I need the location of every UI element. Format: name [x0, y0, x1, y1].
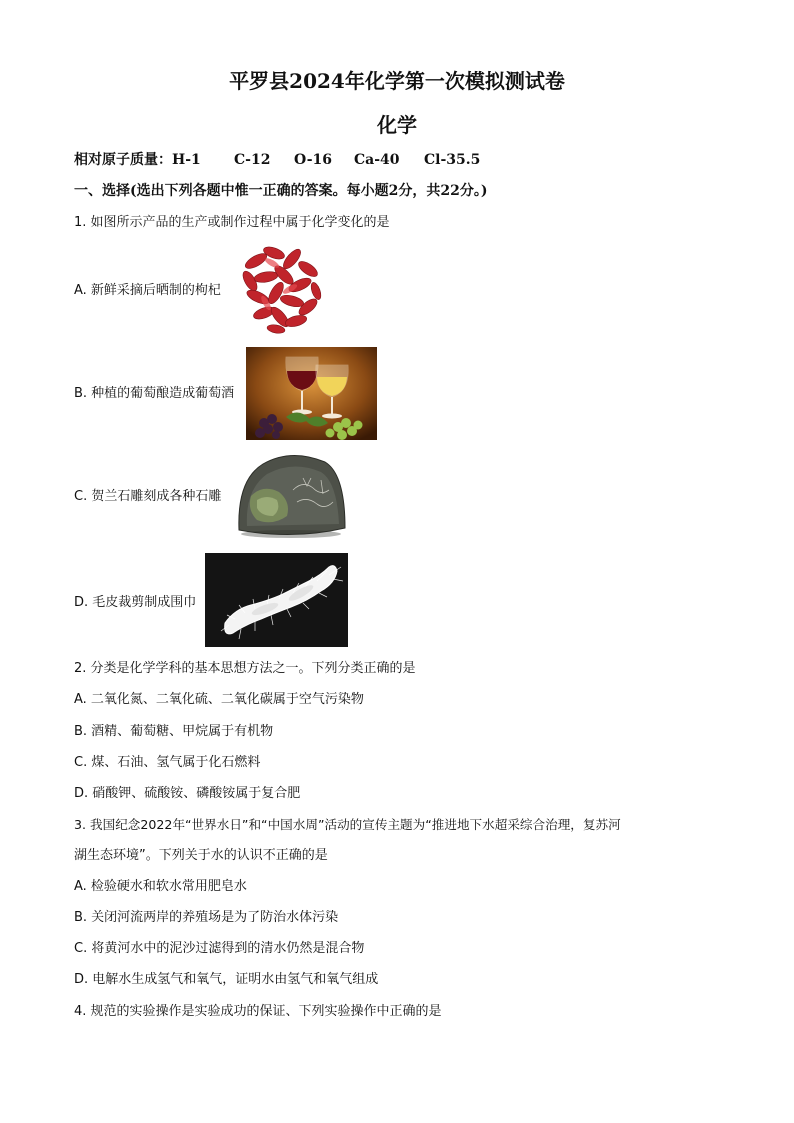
stone-carving-image: [233, 450, 349, 542]
q1-option-b: B. 种植的葡萄酿造成葡萄酒: [74, 386, 235, 401]
question-3-stem-line-2: 湖生态环境”。下列关于水的认识不正确的是: [74, 848, 328, 863]
exam-title: 平罗县2024年化学第一次模拟测试卷: [229, 69, 565, 93]
atomic-mass-item: O-16: [294, 152, 333, 168]
q2-option-b: B. 酒精、葡萄糖、甲烷属于有机物: [74, 724, 274, 739]
question-2-stem: 2. 分类是化学学科的基本思想方法之一。下列分类正确的是: [74, 661, 416, 676]
section-heading: 一、选择(选出下列各题中惟一正确的答案。每小题2分，共22分。): [74, 183, 488, 199]
q2-option-c: C. 煤、石油、氢气属于化石燃料: [74, 755, 261, 770]
q2-option-d: D. 硝酸钾、硫酸铵、磷酸铵属于复合肥: [74, 786, 301, 801]
atomic-masses-label: 相对原子质量：: [74, 152, 172, 168]
atomic-mass-item: H-1: [172, 152, 201, 168]
q3-option-d: D. 电解水生成氢气和氧气，证明水由氢气和氧气组成: [74, 972, 379, 987]
question-1-stem: 1. 如图所示产品的生产或制作过程中属于化学变化的是: [74, 215, 390, 230]
atomic-mass-item: C-12: [234, 152, 271, 168]
atomic-mass-item: Ca-40: [354, 152, 400, 168]
subject-title: 化学: [377, 113, 417, 137]
question-4-stem: 4. 规范的实验操作是实验成功的保证、下列实验操作中正确的是: [74, 1004, 442, 1019]
atomic-mass-item: Cl-35.5: [424, 152, 481, 168]
question-3-stem-line-1: 3. 我国纪念2022年“世界水日”和“中国水周”活动的宣传主题为“推进地下水超采综合治理，复苏河: [74, 817, 621, 832]
wine-glasses-image: [246, 347, 377, 440]
atomic-masses: [74, 150, 480, 170]
q1-option-d: D. 毛皮裁剪制成围巾: [74, 595, 197, 610]
goji-berries-image: [236, 239, 326, 337]
q2-option-a: A. 二氧化氮、二氧化硫、二氧化碳属于空气污染物: [74, 692, 364, 707]
q1-option-a: A. 新鲜采摘后晒制的枸杞: [74, 283, 221, 298]
fur-scarf-image: [205, 553, 348, 647]
q1-option-c: C. 贺兰石雕刻成各种石雕: [74, 489, 222, 504]
q3-option-a: A. 检验硬水和软水常用肥皂水: [74, 879, 247, 894]
q3-option-b: B. 关闭河流两岸的养殖场是为了防治水体污染: [74, 910, 339, 925]
q3-option-c: C. 将黄河水中的泥沙过滤得到的清水仍然是混合物: [74, 941, 365, 956]
